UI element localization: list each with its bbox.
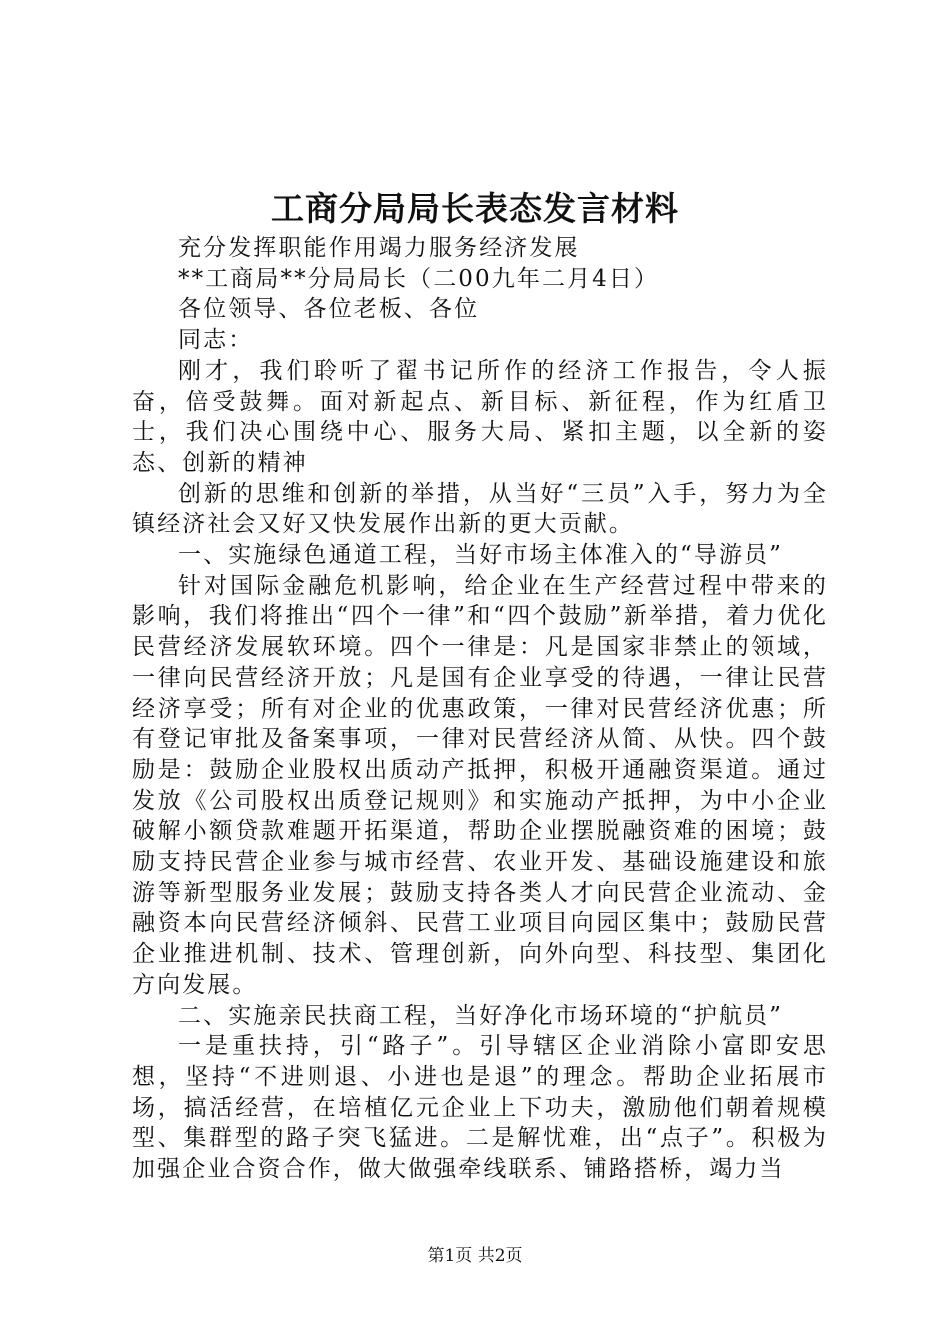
body-paragraph: 创新的思维和创新的举措，从当好“三员”入手，努力为全镇经济社会又好又快发展作出新的更大贡献。: [132, 480, 828, 538]
subtitle-paragraph: 充分发挥职能作用竭力服务经济发展: [178, 235, 580, 261]
salutation-line: 各位领导、各位老板、各位: [178, 296, 480, 323]
document-body: [132, 233, 828, 1185]
body-paragraph: 刚才，我们聆听了翟书记所作的经济工作报告，令人振奋，倍受鼓舞。面对新起点、新目标、新征程，作为红盾卫士，我们决心围绕中心、服务大局、紧扣主题，以全新的姿态、创新的精神: [132, 357, 828, 476]
author-line: **工商局**分局局长（二00九年二月4日）: [178, 265, 660, 292]
document-title: 工商分局局长表态发言材料: [271, 189, 679, 228]
body-paragraph: 针对国际金融危机影响，给企业在生产经营过程中带来的影响，我们将推出“四个一律”和“四个鼓励”新举措，着力优化民营经济发展软环境。四个一律是：凡是国家非禁止的领域，一律向民营经济开放；凡是国有企业享受的待遇，一律让民营经济享受；所有对企业的优惠政策，一律对民营经济优惠；所有登记审批及备案事项，一律对民营经济从简、从快。四个鼓励是：鼓励企业股权出质动产抵押，积极开通融资渠道。通过发放《公司股权出质登记规则》和实施动产抵押，为中小企业破解小额贷款难题开拓渠道，帮助企业摆脱融资难的困境；鼓励支持民营企业参与城市经营、农业开发、基础设施建设和旅游等新型服务业发展；鼓励支持各类人才向民营企业流动、金融资本向民营经济倾斜、民营工业项目向园区集中；鼓励民营企业推进机制、技术、管理创新，向外向型、科技型、集团化方向发展。: [132, 572, 828, 998]
section-heading: 二、实施亲民扶商工程，当好净化市场环境的“护航员”: [178, 1002, 784, 1029]
body-paragraph: 一是重扶持，引“路子”。引导辖区企业消除小富即安思想，坚持“不进则退、小进也是退”的理念。帮助企业拓展市场，搞活经营，在培植亿元企业上下功夫，激励他们朝着规模型、集群型的路子突飞猛进。二是解忧难，出“点子”。积极为加强企业合资合作，做大做强牵线联系、铺路搭桥，竭力当: [132, 1033, 828, 1183]
salutation-line-continued: 同志：: [178, 327, 254, 354]
section-heading: 一、实施绿色通道工程，当好市场主体准入的“导游员”: [178, 542, 784, 569]
page-footer: 第1页 共2页: [427, 1246, 523, 1266]
